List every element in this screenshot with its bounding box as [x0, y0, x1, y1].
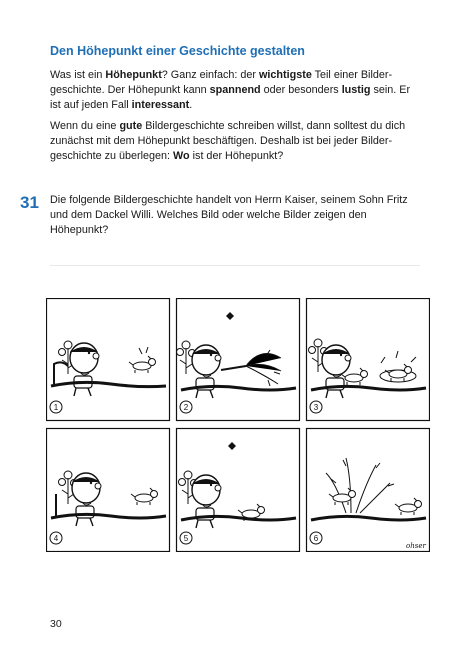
intro-paragraph: Was ist ein Höhepunkt? Ganz einfach: der wichtigste Teil einer Bildergeschichte. Der Höhepunkt kann spannend oder besonders lustig sein. Er ist auf jeden Fall interessant. — [50, 69, 411, 111]
page-number: 30 — [50, 618, 62, 630]
artist-signature: ohser — [406, 542, 426, 550]
task-number: 31 — [20, 193, 39, 212]
panel-number-4: 4 — [53, 534, 59, 543]
comic-panel-6 — [307, 429, 430, 552]
comic-panel-2 — [177, 299, 300, 421]
comic-panel-4 — [47, 429, 170, 552]
panel-number-1: 1 — [53, 403, 59, 412]
panel-number-2: 2 — [183, 403, 189, 412]
panel-number-5: 5 — [183, 534, 189, 543]
comic-panel-3 — [307, 299, 430, 421]
section-heading: Den Höhepunkt einer Geschichte gestalten — [50, 44, 305, 58]
divider — [50, 265, 420, 266]
comic-strip — [46, 298, 430, 552]
panel-number-3: 3 — [313, 403, 319, 412]
task-text: Die folgende Bildergeschichte handelt von Herrn Kaiser, seinem Sohn Fritz und dem Dackel Willi. Welches Bild oder welche Bilder zeigen den Höhepunkt? — [50, 194, 408, 236]
advice-paragraph: Wenn du eine gute Bildergeschichte schreiben willst, dann solltest du dich zunächst mit dem Höhepunkt beschäftigen. Deshalb ist bei jeder Bildergeschichte zu überlegen: Wo ist der Höhepunkt? — [50, 120, 406, 162]
comic-panel-5 — [177, 429, 300, 552]
comic-panel-1 — [47, 299, 170, 421]
panel-number-6: 6 — [313, 534, 319, 543]
